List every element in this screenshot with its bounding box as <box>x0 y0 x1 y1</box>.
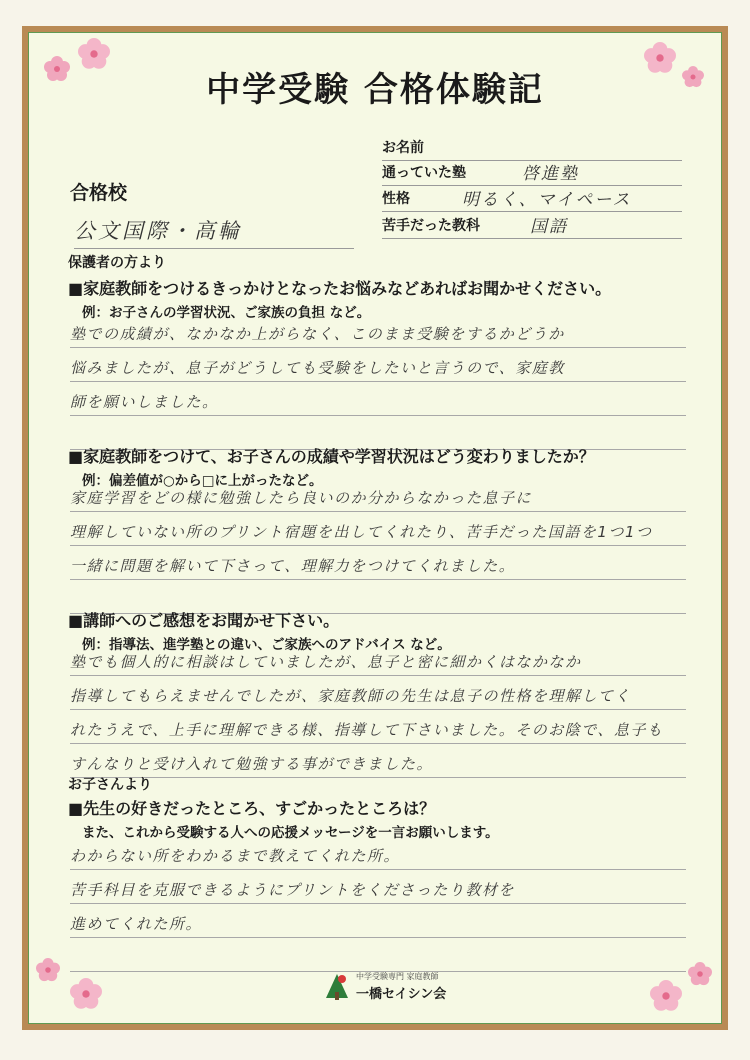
child-section-header <box>68 774 499 841</box>
personality-label: 性格 <box>382 191 410 207</box>
answer-line: 指導してもらえませんでしたが、家庭教師の先生は息子の性格を理解してく <box>70 676 686 710</box>
weak-subject-value: 国語 <box>530 217 568 237</box>
school-value: 公文国際・高輪 <box>74 215 354 249</box>
answer-line: 家庭学習をどの様に勉強したら良いのか分からなかった息子に <box>70 478 686 512</box>
answer-1-lines <box>70 314 686 450</box>
name-row <box>382 136 682 161</box>
answer-3-lines <box>70 642 686 778</box>
page-title: 中学受験 合格体験記 <box>206 70 544 110</box>
juku-value: 啓進塾 <box>522 164 579 184</box>
question-2-example: 例：偏差値が○から□に上がったなど。 <box>82 473 323 489</box>
answer-4-lines <box>70 836 686 972</box>
answer-line: 塾での成績が、なかなか上がらなく、このまま受験をするかどうか <box>70 314 686 348</box>
weak-subject-label: 苦手だった教科 <box>382 218 480 234</box>
question-1: ■家庭教師をつけるきっかけとなったお悩みなどあればお聞かせください。 <box>68 279 612 298</box>
answer-line: 進めてくれた所。 <box>70 904 686 938</box>
logo-tagline: 中学受験専門 家庭教師 <box>356 972 439 981</box>
personality-value: 明るく、マイペース <box>462 190 632 210</box>
name-label: お名前 <box>382 140 424 156</box>
personality-row <box>382 187 682 212</box>
bottom-right-flower-icon <box>650 980 682 1012</box>
answer-line: わからない所をわかるまで教えてくれた所。 <box>70 836 686 870</box>
juku-label: 通っていた塾 <box>382 165 466 181</box>
bottom-left-flower-icon-2 <box>36 958 60 982</box>
parent-section-header <box>68 252 611 321</box>
answer-line: すんなりと受け入れて勉強する事ができました。 <box>70 744 686 778</box>
question-4: ■先生の好きだったところ、すごかったところは？ <box>68 799 436 818</box>
parent-heading: 保護者の方より <box>68 255 166 271</box>
answer-line: 一緒に問題を解いて下さって、理解力をつけてくれました。 <box>70 546 686 580</box>
answer-line: 悩みましたが、息子がどうしても受験をしたいと言うので、家庭教 <box>70 348 686 382</box>
school-heading: 合格校 <box>70 182 128 204</box>
answer-line: 苦手科目を克服できるようにプリントをくださったり教材を <box>70 870 686 904</box>
answer-line <box>70 938 686 972</box>
child-heading: お子さんより <box>68 777 152 793</box>
answer-2-lines <box>70 478 686 614</box>
question-1-example: 例：お子さんの学習状況、ご家族の負担 など。 <box>82 305 371 321</box>
bottom-right-flower-icon-2 <box>688 962 712 986</box>
answer-line: 塾でも個人的に相談はしていましたが、息子と密に細かくはなかなか <box>70 642 686 676</box>
juku-row <box>382 161 682 186</box>
question-3: ■講師へのご感想をお聞かせ下さい。 <box>68 611 340 630</box>
company-logo <box>322 970 447 1010</box>
weak-subject-row <box>382 214 682 239</box>
answer-line: 師を願いしました。 <box>70 382 686 416</box>
tree-logo-icon <box>322 972 352 1002</box>
answer-line: れたうえで、上手に理解できる様、指導して下さいました。そのお陰で、息子も <box>70 710 686 744</box>
logo-name: 一橋セイシン会 <box>356 987 447 1002</box>
question-4-subquestion: また、これから受験する人への応援メッセージを一言お願いします。 <box>82 825 499 841</box>
question-3-example: 例：指導法、進学塾との違い、ご家族へのアドバイス など。 <box>82 637 451 653</box>
bottom-left-flower-icon <box>70 978 102 1010</box>
question-2: ■家庭教師をつけて、お子さんの成績や学習状況はどう変わりましたか？ <box>68 447 595 466</box>
answer-line: 理解していない所のプリント宿題を出してくれたり、苦手だった国語を1つ1つ <box>70 512 686 546</box>
